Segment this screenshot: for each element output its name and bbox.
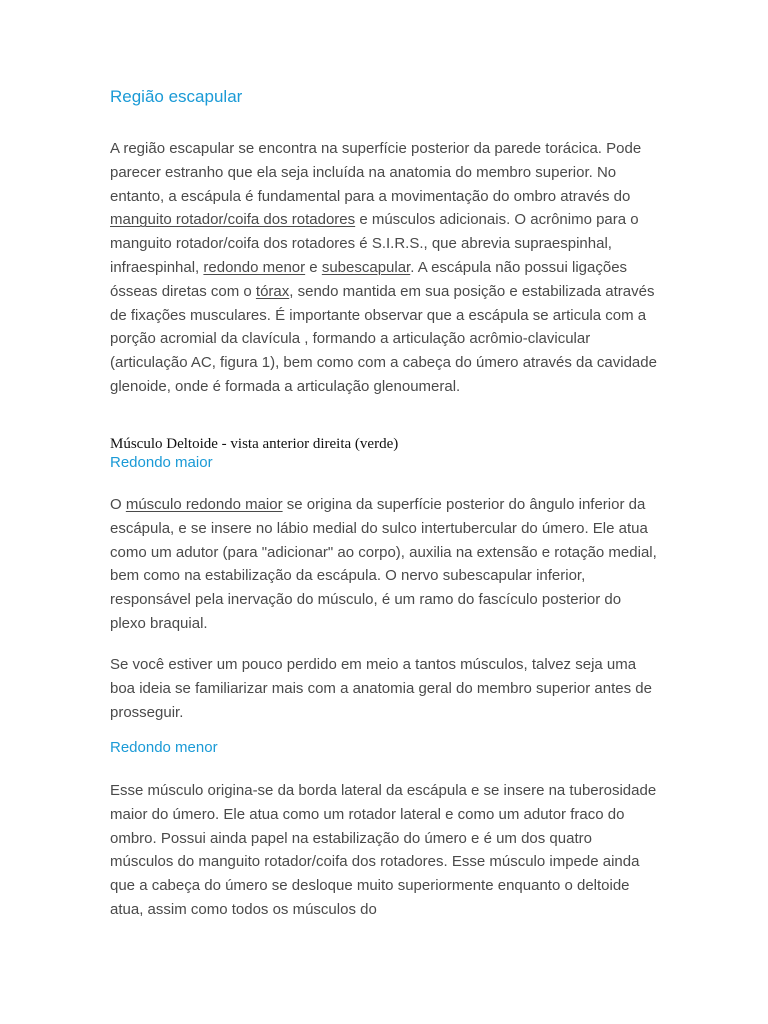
paragraph-text: A região escapular se encontra na superfície posterior da parede torácica. Pode parecer estranho que ela seja incluída na anatomia do membro superior. No entanto, a escápula é fundamental para a movimentação do ombro através do (110, 140, 642, 205)
paragraph-text: se origina da superfície posterior do ângulo inferior da escápula, e se insere no lábio medial do sulco intertubercular do úmero. Ele atua como um adutor (para "adicionar" ao corpo), auxilia na extensão e rotação medial, bem como na estabilização da escápula. O nervo subescapular inferior, responsável pela inervação do músculo, é um ramo do fascículo posterior do plexo braquial. (110, 496, 657, 632)
link-subescapular[interactable]: subescapular (321, 258, 411, 276)
paragraph-regiao-escapular (110, 137, 658, 399)
section-title-redondo-menor: Redondo menor (110, 739, 218, 756)
paragraph-text: . A escápula não possui ligações ósseas diretas com o (110, 258, 628, 300)
link-manguito-rotador[interactable]: manguito rotador/coifa dos rotadores (110, 211, 356, 229)
figure-caption: Músculo Deltoide - vista anterior direita (verde) (110, 436, 399, 452)
link-redondo-menor[interactable]: redondo menor (203, 258, 306, 276)
section-title-redondo-maior: Redondo maior (110, 454, 213, 471)
section-title-regiao-escapular: Região escapular (110, 87, 243, 106)
paragraph-redondo-maior (110, 493, 658, 636)
paragraph-membro-superior: Se você estiver um pouco perdido em meio a tantos músculos, talvez seja uma boa ideia se familiarizar mais com a anatomia geral do membro superior antes de prosseguir. (110, 656, 652, 721)
paragraph-text: e músculos adicionais. O acrônimo para o manguito rotador/coifa dos rotadores é S.I.R.S., que abrevia supraespinhal, infraespinhal, (110, 211, 639, 276)
link-musculo-redondo-maior[interactable]: músculo redondo maior (125, 496, 283, 513)
link-torax[interactable]: tórax (255, 282, 290, 300)
paragraph-text: O (110, 496, 126, 513)
paragraph-redondo-menor: Esse músculo origina-se da borda lateral da escápula e se insere na tuberosidade maior do úmero. Ele atua como um rotador lateral e como um adutor fraco do ombro. Possui ainda papel na estabilização do úmero e é um dos quatro músculos do manguito rotador/coifa dos rotadores. Esse músculo impede ainda que a cabeça do úmero se desloque muito superiormente enquanto o deltoide atua, assim como todos os músculos do (110, 782, 657, 918)
paragraph-text: e (305, 258, 322, 276)
paragraph-text: , sendo mantida em sua posição e estabilizada através de fixações musculares. É importante observar que a escápula se articula com a porção acromial da clavícula , formando a articulação acrômio-clavicular (articulação AC, figura 1), bem como com a cabeça do úmero através da cavidade glenoide, onde é formada a articulação glenoumeral. (110, 282, 657, 395)
